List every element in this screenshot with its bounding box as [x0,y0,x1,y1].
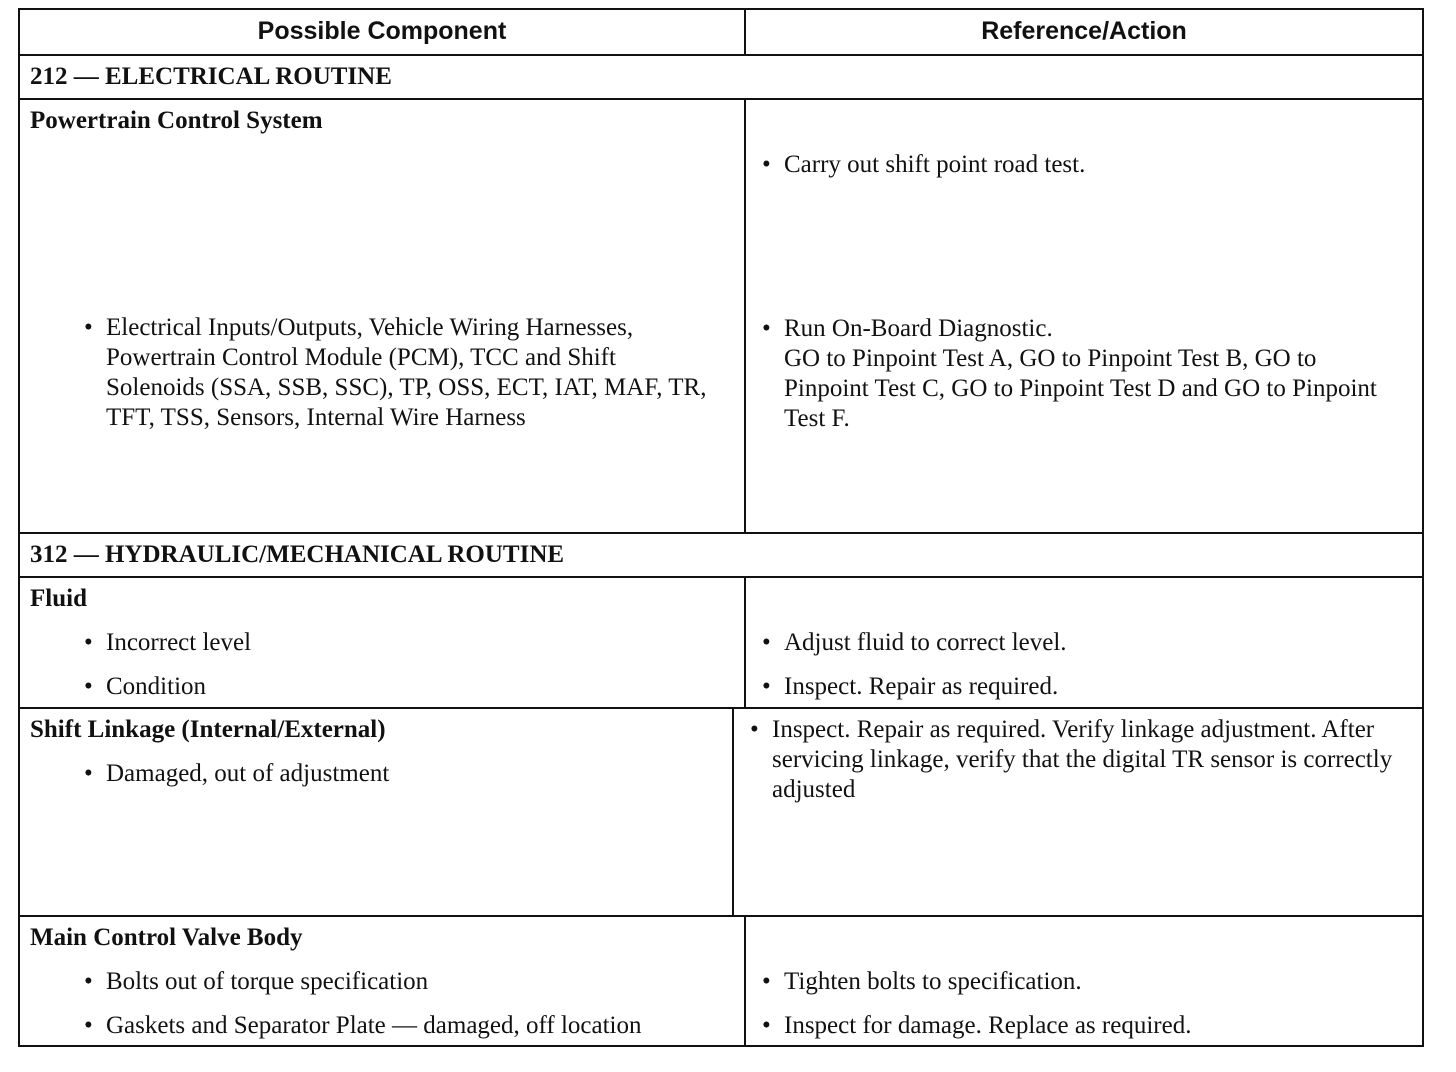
table-row [20,576,1422,707]
component-title: Powertrain Control System [30,107,323,134]
section-row-312 [20,532,1422,576]
action-cell [734,709,1422,915]
component-item: • Bolts out of torque specification [78,967,734,997]
action-item: • Tighten bolts to specification. [756,967,1412,997]
action-item: • Carry out shift point road test. [756,150,1412,180]
section-title-212: 212 — ELECTRICAL ROUTINE [30,63,392,90]
section-title-312: 312 — HYDRAULIC/MECHANICAL ROUTINE [30,541,565,568]
table-row [20,707,1422,915]
component-item: • Condition [78,672,734,702]
component-cell [20,709,734,915]
component-item: • Electrical Inputs/Outputs, Vehicle Wiring Harnesses, Powertrain Control Module (PCM), TCC and Shift Solenoids (SSA, SSB, SSC), TP, OSS, ECT, IAT, MAF, TR, TFT, TSS, Sensors, Internal Wire Harness [78,313,716,433]
component-item: • Incorrect level [78,628,734,658]
action-item: • Run On-Board Diagnostic. [756,314,1412,344]
component-title: Fluid [30,585,87,612]
component-title: Shift Linkage (Internal/External) [30,716,386,743]
action-cell [746,578,1422,707]
action-cell [746,100,1422,532]
column-header-component: Possible Component [20,10,746,54]
component-item: • Gaskets and Separator Plate — damaged, off location [78,1011,734,1041]
action-item: • Inspect. Repair as required. Verify linkage adjustment. After servicing linkage, verify that the digital TR sensor is correctly adjusted [744,715,1412,805]
component-cell [20,578,746,707]
diagnosis-table [18,8,1424,1047]
table-row [20,915,1422,1045]
table-row [20,98,1422,532]
action-item-detail: GO to Pinpoint Test A, GO to Pinpoint Test B, GO to Pinpoint Test C, GO to Pinpoint Test D and GO to Pinpoint Test F. [784,345,1377,432]
component-cell [20,100,746,532]
action-item: • Inspect. Repair as required. [756,672,1412,702]
component-title: Main Control Valve Body [30,924,303,951]
column-header-action: Reference/Action [981,17,1187,45]
action-item: • Inspect for damage. Replace as required. [756,1011,1412,1041]
action-cell [746,917,1422,1045]
component-item: • Damaged, out of adjustment [78,759,722,789]
action-item: • Adjust fluid to correct level. [756,628,1412,658]
table-header-row [20,10,1422,54]
section-row-212 [20,54,1422,98]
component-cell [20,917,746,1045]
